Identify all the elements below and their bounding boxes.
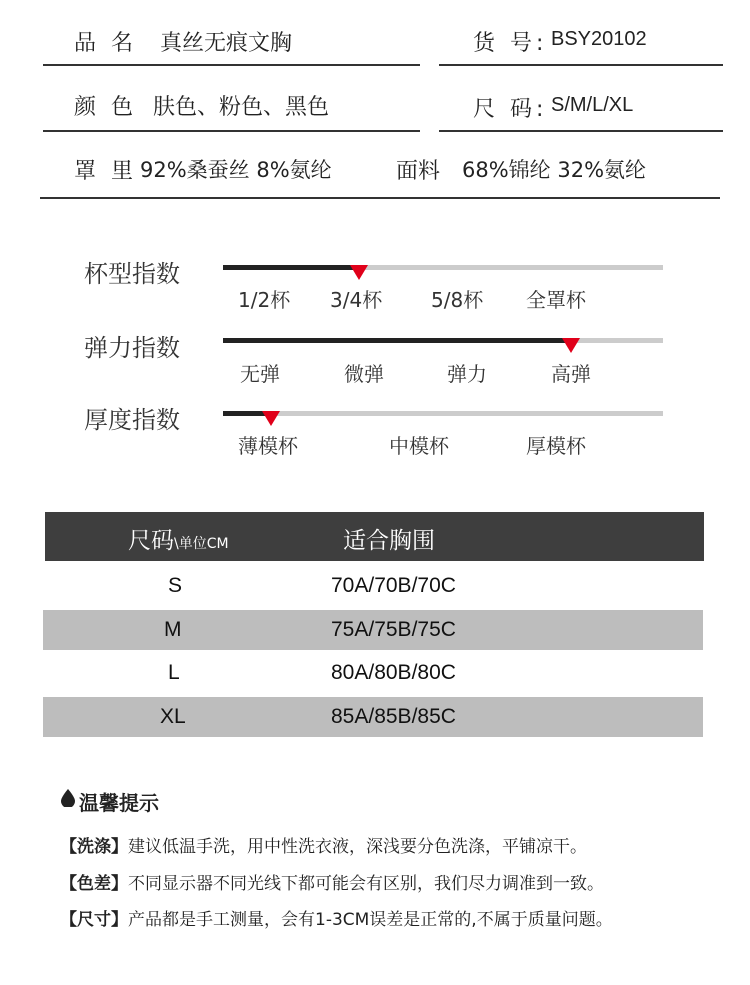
fit-cell: 75A/75B/75C (331, 618, 456, 641)
thickness-index-track (223, 411, 663, 416)
cup-tick: 3/4杯 (330, 288, 383, 312)
tip-item (60, 905, 613, 930)
cup-tick: 全罩杯 (526, 288, 586, 312)
header-fit: 适合胸围 (343, 528, 435, 554)
table-row (43, 610, 703, 650)
color-label: 颜 色 (74, 95, 137, 120)
elastic-tick: 无弹 (240, 362, 280, 386)
thickness-index-title: 厚度指数 (84, 406, 180, 434)
table-row (43, 697, 703, 737)
divider (439, 130, 723, 132)
fit-cell: 85A/85B/85C (331, 705, 456, 728)
tip-text: 建议低温手洗，用中性洗衣液，深浅要分色洗涤，平铺凉干。 (128, 837, 587, 857)
cup-index-track (223, 265, 663, 270)
tip-tag: 【色差】 (60, 874, 128, 894)
tip-item (60, 832, 587, 857)
thickness-index-marker-icon (262, 411, 280, 426)
thickness-tick: 厚模杯 (526, 434, 586, 458)
name-label: 品 名 (74, 31, 137, 56)
color-value: 肤色、粉色、黑色 (153, 95, 330, 120)
header-unit: \单位CM (174, 536, 229, 552)
tip-tag: 【洗涤】 (60, 837, 128, 857)
cup-tick: 5/8杯 (431, 288, 484, 312)
name-value: 真丝无痕文胸 (160, 31, 293, 56)
cup-index-fill (223, 265, 359, 270)
divider (43, 130, 420, 132)
cup-index-marker-icon (350, 265, 368, 280)
header-size-label: 尺码 (128, 528, 174, 554)
cup-index-title: 杯型指数 (84, 260, 180, 288)
elastic-tick: 微弹 (344, 362, 384, 386)
divider (439, 64, 723, 66)
drop-icon (61, 789, 75, 811)
fabric-label: 面料 (396, 159, 441, 184)
elastic-tick: 弹力 (447, 362, 487, 386)
fit-cell: 80A/80B/80C (331, 661, 456, 684)
divider (43, 64, 420, 66)
tips-title: 温馨提示 (79, 791, 159, 815)
cup-tick: 1/2杯 (238, 288, 291, 312)
size-label: 尺 码: (473, 97, 548, 122)
thickness-tick: 中模杯 (389, 434, 449, 458)
size-value: S/M/L/XL (551, 94, 634, 116)
elastic-index-title: 弹力指数 (84, 334, 180, 362)
elastic-index-fill (223, 338, 571, 343)
size-table-header (45, 512, 704, 561)
tip-tag: 【尺寸】 (60, 910, 128, 930)
lining-label: 罩 里 (74, 159, 137, 184)
elastic-index-marker-icon (562, 338, 580, 353)
fabric-value: 68%锦纶 32%氨纶 (462, 158, 647, 182)
table-row (43, 566, 703, 606)
size-cell: L (168, 661, 180, 684)
elastic-tick: 高弹 (551, 362, 591, 386)
size-cell: M (164, 618, 182, 641)
tip-item (60, 869, 604, 894)
lining-value: 92%桑蚕丝 8%氨纶 (140, 158, 332, 182)
tip-text: 不同显示器不同光线下都可能会有区别，我们尽力调准到一致。 (128, 874, 604, 894)
tip-text: 产品都是手工测量，会有1-3CM误差是正常的,不属于质量问题。 (128, 910, 613, 930)
code-label: 货 号: (473, 31, 548, 56)
code-value: BSY20102 (551, 28, 647, 50)
header-size (128, 522, 229, 555)
table-row (43, 653, 703, 693)
divider (40, 197, 720, 199)
thickness-tick: 薄模杯 (238, 434, 298, 458)
elastic-index-track (223, 338, 663, 343)
size-cell: S (168, 574, 183, 597)
fit-cell: 70A/70B/70C (331, 574, 456, 597)
size-cell: XL (160, 705, 186, 728)
